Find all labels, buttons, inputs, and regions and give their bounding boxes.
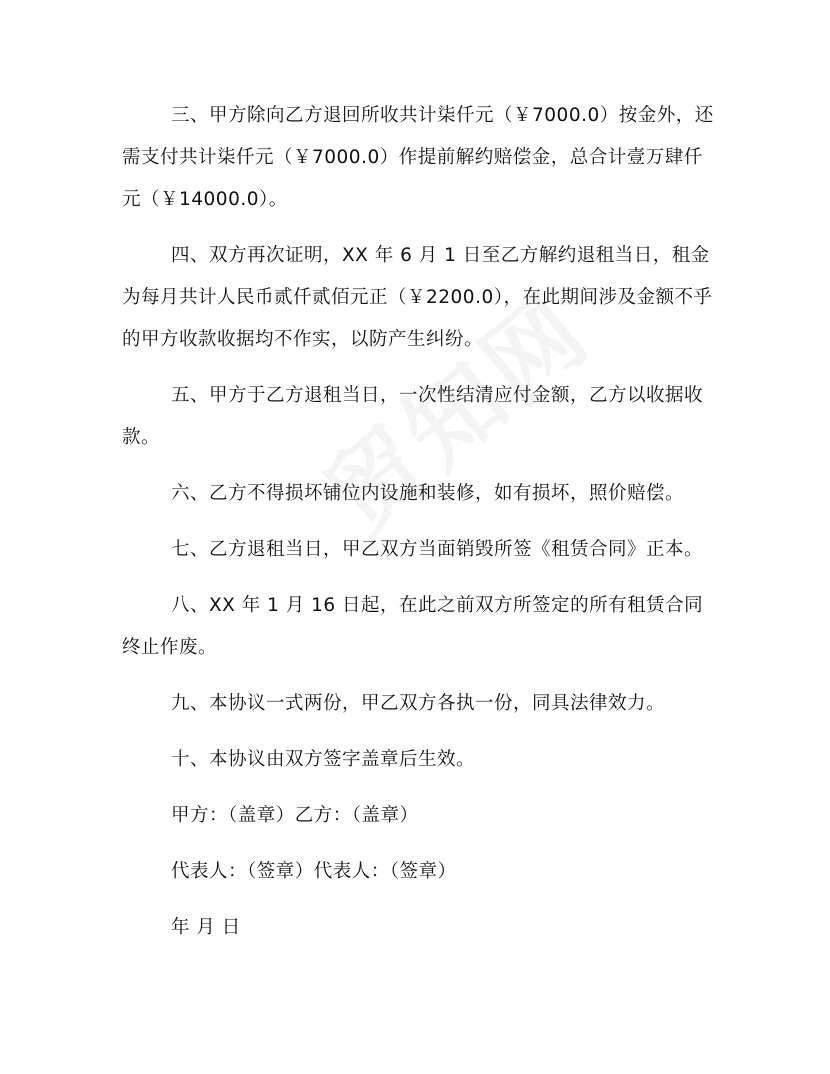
signature-date-line: 年 月 日 bbox=[171, 917, 241, 938]
clause-4: 四、双方再次证明，XX 年 6 月 1 日至乙方解约退租当日，租金为每月共计人民币贰仟贰佰元正（￥2200.0），在此期间涉及金额不乎的甲方收款收据均不作实，以防产生纠纷。 bbox=[122, 245, 713, 350]
signature-representative-line: 代表人：（签章）代表人：（签章） bbox=[171, 861, 457, 882]
clause-3: 三、甲方除向乙方退回所收共计柒仟元（￥7000.0）按金外，还需支付共计柒仟元（￥7000.0）作提前解约赔偿金，总合计壹万肆仟元（￥14000.0）。 bbox=[122, 105, 714, 210]
signature-party-line: 甲方：（盖章）乙方：（盖章） bbox=[171, 805, 419, 826]
clause-5: 五、甲方于乙方退租当日，一次性结清应付金额，乙方以收据收款。 bbox=[122, 385, 704, 448]
clause-7: 七、乙方退租当日，甲乙双方当面销毁所签《租赁合同》正本。 bbox=[171, 539, 704, 560]
clause-10: 十、本协议由双方签字盖章后生效。 bbox=[171, 749, 476, 770]
clause-9: 九、本协议一式两份，甲乙双方各执一份，同具法律效力。 bbox=[171, 693, 666, 714]
clause-8: 八、XX 年 1 月 16 日起，在此之前双方所签定的所有租赁合同终止作废。 bbox=[122, 595, 704, 658]
clause-6: 六、乙方不得损坏铺位内设施和装修，如有损坏，照价赔偿。 bbox=[171, 483, 685, 504]
